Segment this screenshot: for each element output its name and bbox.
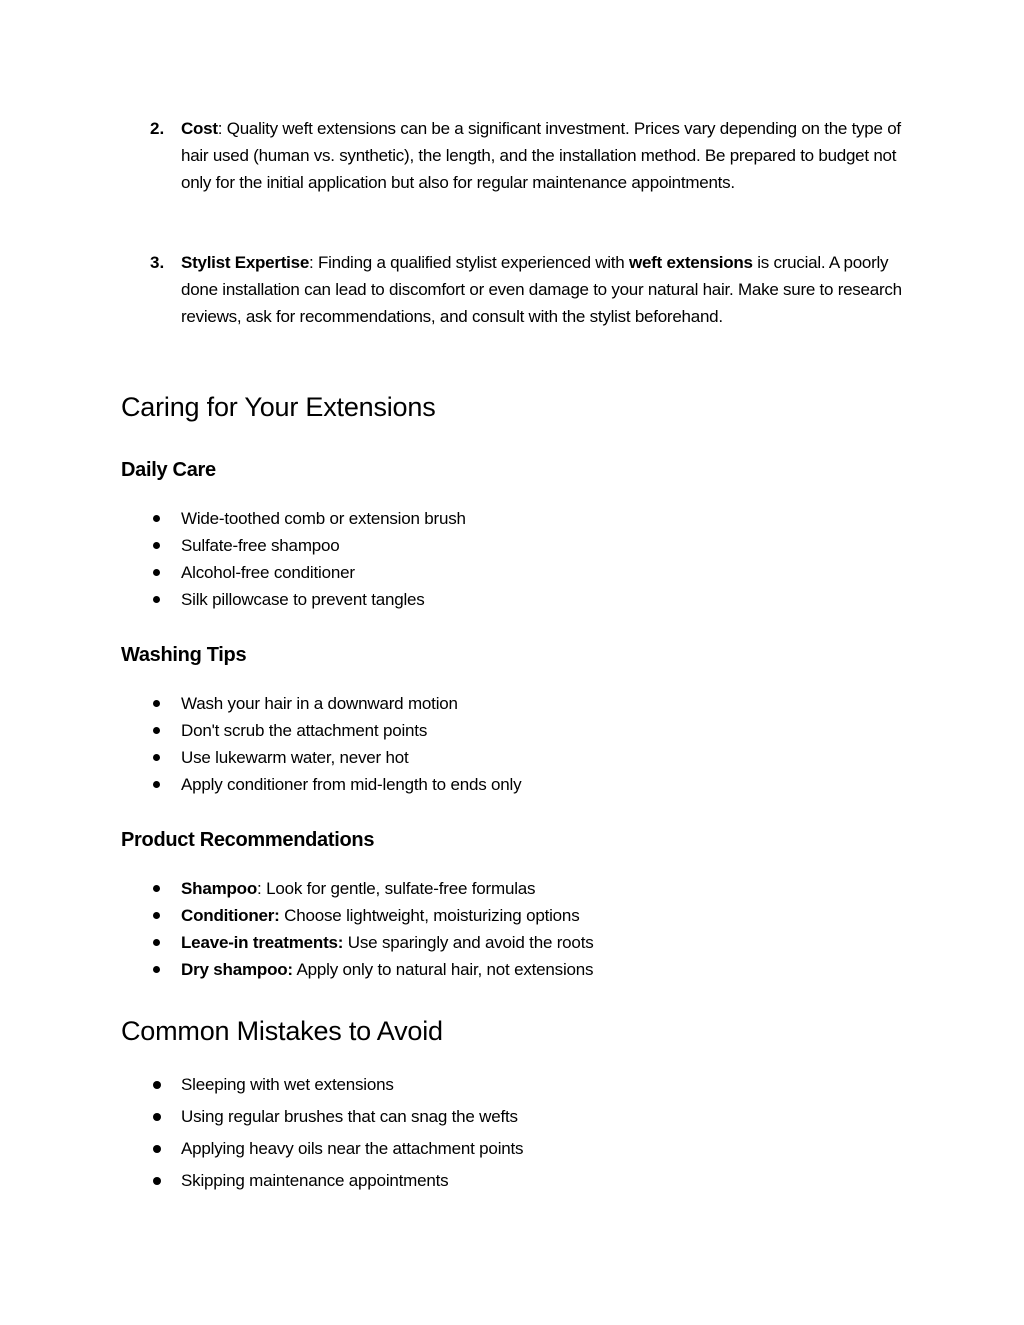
item-body: : Quality weft extensions can be a significant investment. Prices vary depending on the type of hair used (human vs. synthetic), the length, and the installation method. Be prepared to budget not only for the initial application but also for regular maintenance appointments. xyxy=(181,119,901,192)
bullet-icon xyxy=(153,1081,161,1089)
item-body: is crucial. A poorly done installation can lead to discomfort or even damage to your natural hair. Make sure to research reviews, ask for recommendations, and consult with the stylist beforehand. xyxy=(181,253,902,326)
item-text xyxy=(181,115,903,196)
product-term: Shampoo xyxy=(181,879,258,898)
product-term: Dry shampoo: xyxy=(181,960,293,979)
list-item: Wide-toothed comb or extension brush xyxy=(150,505,466,532)
list-item: Applying heavy oils near the attachment points xyxy=(150,1133,523,1165)
item-bold-inline: weft extensions xyxy=(628,253,753,272)
section-heading-mistakes: Common Mistakes to Avoid xyxy=(121,1016,443,1046)
list-item: Use lukewarm water, never hot xyxy=(150,744,521,771)
list-item: Skipping maintenance appointments xyxy=(150,1165,523,1197)
bullet-icon xyxy=(153,542,160,549)
bullet-icon xyxy=(153,596,160,603)
bullet-icon xyxy=(153,727,160,734)
subheading-product-recommendations: Product Recommendations xyxy=(121,829,375,851)
bullet-icon xyxy=(153,1113,161,1121)
list-item: Wash your hair in a downward motion xyxy=(150,690,521,717)
product-recommendations-list xyxy=(150,875,594,983)
list-item: Silk pillowcase to prevent tangles xyxy=(150,586,466,613)
bullet-icon xyxy=(153,1145,161,1153)
list-item: Leave-in treatments: Use sparingly and avoid the roots xyxy=(150,929,594,956)
bullet-icon xyxy=(153,1177,161,1185)
bullet-icon xyxy=(153,700,160,707)
list-item: Apply conditioner from mid-length to ends only xyxy=(150,771,521,798)
washing-tips-list xyxy=(150,690,521,798)
item-number: 3. xyxy=(150,253,165,272)
subheading-daily-care: Daily Care xyxy=(121,459,216,481)
bullet-icon xyxy=(153,966,160,973)
product-term: Leave-in treatments: xyxy=(181,933,344,952)
list-item: Shampoo: Look for gentle, sulfate-free formulas xyxy=(150,875,594,902)
mistakes-list xyxy=(150,1069,523,1197)
bullet-icon xyxy=(153,912,160,919)
bullet-icon xyxy=(153,754,160,761)
bullet-icon xyxy=(153,939,160,946)
list-item: Conditioner: Choose lightweight, moisturizing options xyxy=(150,902,594,929)
item-term: Cost xyxy=(181,119,218,138)
item-number: 2. xyxy=(150,119,165,138)
section-heading-caring: Caring for Your Extensions xyxy=(121,392,436,422)
list-item: Sulfate-free shampoo xyxy=(150,532,466,559)
bullet-icon xyxy=(153,781,160,788)
bullet-icon xyxy=(153,885,160,892)
list-item: Dry shampoo: Apply only to natural hair, not extensions xyxy=(150,956,594,983)
item-text xyxy=(181,249,903,330)
list-item: Sleeping with wet extensions xyxy=(150,1069,523,1101)
bullet-icon xyxy=(153,515,160,522)
list-item: Alcohol-free conditioner xyxy=(150,559,466,586)
list-item: Using regular brushes that can snag the wefts xyxy=(150,1101,523,1133)
product-term: Conditioner: xyxy=(181,906,280,925)
list-item: Don't scrub the attachment points xyxy=(150,717,521,744)
bullet-icon xyxy=(153,569,160,576)
daily-care-list xyxy=(150,505,466,613)
item-term: Stylist Expertise xyxy=(181,253,310,272)
item-body: : Finding a qualified stylist experienced with xyxy=(309,253,629,272)
subheading-washing-tips: Washing Tips xyxy=(121,644,247,666)
